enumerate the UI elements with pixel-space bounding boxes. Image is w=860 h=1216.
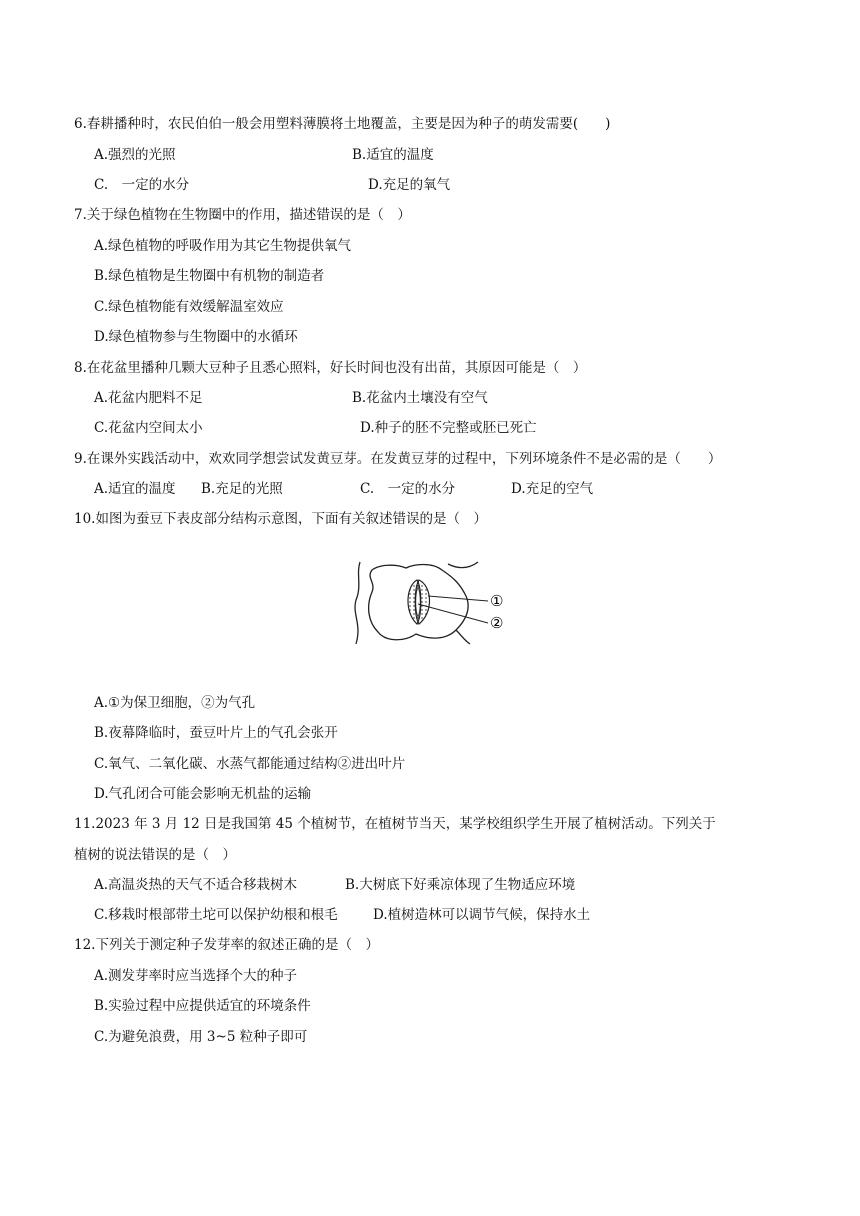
question-10-stem: 10.如图为蚕豆下表皮部分结构示意图，下面有关叙述错误的是（ ） (74, 511, 487, 527)
question-6-stem: 6.春耕播种时，农民伯伯一般会用塑料薄膜将土地覆盖，主要是因为种子的萌发需要( ) (74, 116, 611, 132)
question-8-stem: 8.在花盆里播种几颗大豆种子且悉心照料，好长时间也没有出苗，其原因可能是（ ） (74, 360, 587, 376)
question-7-option-a: A.绿色植物的呼吸作用为其它生物提供氧气 (94, 238, 352, 254)
question-10-option-d: D.气孔闭合可能会影响无机盐的运输 (94, 786, 312, 802)
question-11-option-c: C.移栽时根部带土坨可以保护幼根和根毛 (94, 907, 338, 923)
pointer-line-2 (418, 604, 488, 623)
question-7-option-b: B.绿色植物是生物圈中有机物的制造者 (94, 268, 325, 284)
question-11-stem-line-1: 11.2023 年 3 月 12 日是我国第 45 个植树节，在植树节当天，某学校组织学生开展了植树活动。下列关于 (74, 816, 716, 832)
question-11-option-a: A.高温炎热的天气不适合移栽树木 (94, 877, 298, 893)
epidermal-cell-left-outline (355, 562, 360, 644)
question-7-option-d: D.绿色植物参与生物圈中的水循环 (94, 329, 298, 345)
question-6-option-a: A.强烈的光照 (94, 147, 176, 163)
figure-label-1: ① (490, 592, 504, 610)
question-12-stem: 12.下列关于测定种子发芽率的叙述正确的是（ ） (74, 937, 379, 953)
question-8-option-a: A.花盆内肥料不足 (94, 390, 203, 406)
question-8-option-d: D.种子的胚不完整或胚已死亡 (360, 420, 537, 436)
question-9-stem: 9.在课外实践活动中，欢欢同学想尝试发黄豆芽。在发黄豆芽的过程中，下列环境条件不是必需的是（ ） (74, 451, 722, 467)
question-9-option-d: D.充足的空气 (511, 481, 594, 497)
question-6-option-d: D.充足的氧气 (368, 177, 451, 193)
stoma-pore (416, 587, 421, 617)
question-11-option-d: D.植树造林可以调节气候，保持水土 (373, 907, 591, 923)
question-10-option-b: B.夜幕降临时，蚕豆叶片上的气孔会张开 (94, 725, 338, 741)
question-6-option-b: B.适宜的温度 (352, 147, 434, 163)
question-7-stem: 7.关于绿色植物在生物圈中的作用，描述错误的是（ ） (74, 207, 411, 223)
question-11-option-b: B.大树底下好乘凉体现了生物适应环境 (345, 877, 576, 893)
question-9-option-b: B.充足的光照 (201, 481, 283, 497)
question-12-option-b: B.实验过程中应提供适宜的环境条件 (94, 998, 311, 1014)
question-9-option-c: C. 一定的水分 (360, 481, 456, 497)
pointer-line-1 (428, 596, 488, 601)
question-6-option-c: C. 一定的水分 (94, 177, 190, 193)
figure-label-2: ② (490, 614, 504, 632)
epidermal-cell-bottom-outline (456, 630, 470, 644)
epidermal-cell-right-outline (448, 562, 478, 568)
question-11-stem-line-2: 植树的说法错误的是（ ） (74, 847, 236, 863)
question-10-option-a: A.①为保卫细胞，②为气孔 (94, 695, 256, 711)
stomata-figure (352, 560, 522, 646)
question-12-option-c: C.为避免浪费，用 3~5 粒种子即可 (94, 1029, 308, 1045)
question-9-option-a: A.适宜的温度 (94, 481, 176, 497)
question-8-option-c: C.花盆内空间太小 (94, 420, 203, 436)
question-8-option-b: B.花盆内土壤没有空气 (352, 390, 488, 406)
question-7-option-c: C.绿色植物能有效缓解温室效应 (94, 299, 284, 315)
question-12-option-a: A.测发芽率时应当选择个大的种子 (94, 968, 298, 984)
question-10-option-c: C.氧气、二氧化碳、水蒸气都能通过结构②进出叶片 (94, 756, 406, 772)
